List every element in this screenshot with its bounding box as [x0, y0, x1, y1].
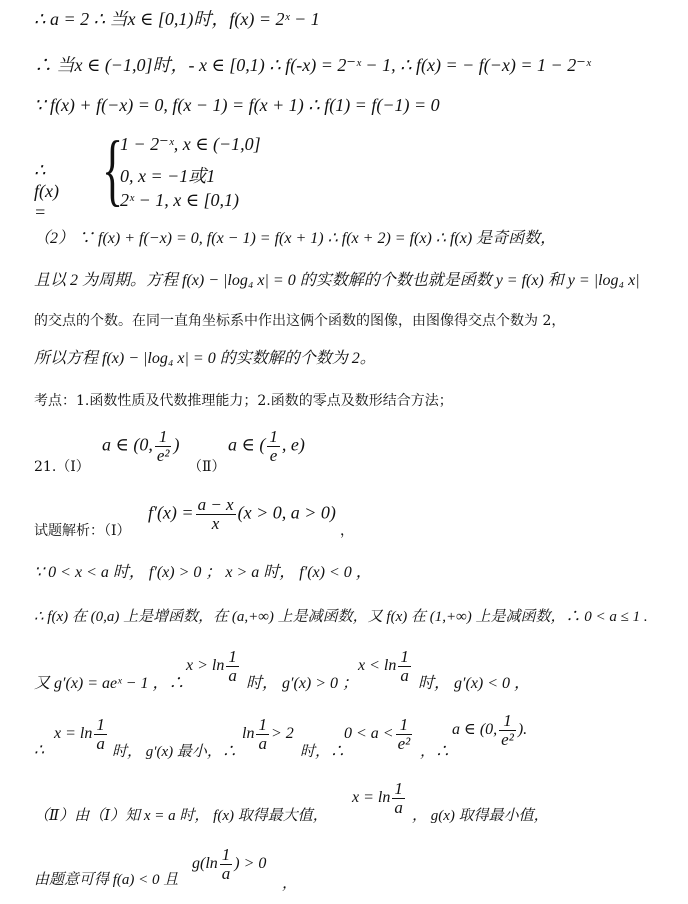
min-frac1-den: a — [96, 734, 105, 753]
q21-frac2-den: e — [267, 446, 280, 465]
part2-lead: （Ⅱ）由（Ⅰ）知 x = a 时， f(x) 取得最大值， — [34, 808, 328, 824]
line-negative-interval: ∴ 当x ∈ (−1,0]时，- x ∈ [0,1) ∴ f(-x) = 2⁻ˣ − 1, ∴ f(x) = − f(−x) = 1 − 2⁻ˣ — [34, 55, 591, 75]
deriv-lhs: f′(x) = — [148, 502, 194, 523]
min-final-close: ) — [517, 721, 524, 739]
derivative-formula — [148, 496, 336, 533]
g-x-less — [358, 648, 413, 685]
last-close: ) > 0 — [234, 855, 267, 873]
q21-a1-close: ) — [173, 434, 180, 455]
line-part-2: （2） ∵ f(x) + f(−x) = 0, f(x − 1) = f(x + 1) ∴ f(x + 2) = f(x) ∴ f(x) 是奇函数， — [34, 230, 557, 247]
min-when-2: 时，∴ — [300, 744, 346, 760]
last-lead: 由题意可得 f(a) < 0 且 — [34, 872, 179, 888]
min-frac2-den: a — [258, 734, 267, 753]
last-frac-num: 1 — [221, 845, 231, 864]
min-frac1-num: 1 — [96, 715, 105, 734]
line-key-points: 考点：1.函数性质及代数推理能力；2.函数的零点及数形结合方法； — [34, 393, 453, 409]
line-a-equals-2: ∴ a = 2 ∴ 当x ∈ [0,1)时，f(x) = 2ˣ − 1 — [34, 9, 320, 29]
q21-frac1-num: 1 — [158, 427, 168, 446]
part2-frac — [392, 780, 405, 817]
q21-answer-2 — [228, 428, 305, 465]
min-range — [344, 716, 414, 753]
min-frac2-num: 1 — [258, 715, 267, 734]
g-frac2-den: a — [400, 666, 409, 685]
q21-frac2-num: 1 — [269, 427, 278, 446]
min-frac-3 — [396, 716, 413, 753]
g-x-gt-text: x > ln — [186, 657, 225, 675]
piecewise-label: ∴ f(x) = — [34, 160, 59, 222]
g-lead: 又 g′(x) = aeˣ − 1 ，∴ — [34, 675, 185, 692]
solution-label: 试题解析：（Ⅰ） — [34, 523, 131, 539]
min-end: ，∴ — [420, 744, 451, 760]
piecewise-case-3: 2ˣ − 1, x ∈ [0,1) — [120, 190, 240, 210]
brace-icon: { — [102, 126, 124, 214]
last-comma: ， — [282, 876, 298, 892]
g-frac1-den: a — [228, 666, 237, 685]
line-sign-derivative: ∵ 0 < x < a 时， f′(x) > 0 ； x > a 时， f′(x) < 0 ， — [34, 564, 372, 581]
min-frac3-num: 1 — [399, 715, 409, 734]
min-frac3-den: e² — [397, 734, 411, 753]
q21-a2-close: , e) — [281, 434, 305, 455]
min-gt2-text: > 2 — [270, 725, 294, 743]
q21-frac1-den: e² — [156, 446, 170, 465]
q21-fraction-1 — [155, 428, 172, 465]
g-x-greater — [186, 648, 241, 685]
q21-part-2-label: （Ⅱ） — [188, 459, 226, 475]
g-frac-2 — [398, 648, 411, 685]
q21-fraction-2 — [267, 428, 280, 465]
q21-a2-text: a ∈ ( — [228, 434, 266, 455]
min-when: 时， g′(x) 最小，∴ — [112, 744, 237, 760]
q21-label: 21.（Ⅰ） — [34, 459, 90, 475]
g-frac1-num: 1 — [228, 647, 237, 666]
g-frac2-num: 1 — [400, 647, 409, 666]
q21-answer-1 — [102, 428, 179, 465]
min-ln-gt2 — [242, 716, 294, 753]
part2-frac-den: a — [394, 798, 403, 817]
min-period: . — [523, 721, 528, 739]
min-final-text: a ∈ (0, — [452, 721, 498, 739]
deriv-comma: ， — [340, 523, 354, 539]
piecewise-case-1: 1 − 2⁻ˣ, x ∈ (−1,0] — [120, 134, 261, 154]
line-intersection: 的交点的个数。在同一直角坐标系中作出这俩个函数的图像，由图像得交点个数为 2， — [34, 313, 566, 329]
deriv-fraction — [196, 496, 236, 533]
last-g — [192, 846, 266, 883]
min-frac4-den: e² — [501, 730, 514, 749]
last-frac-den: a — [221, 864, 231, 883]
part2-frac-num: 1 — [394, 779, 403, 798]
min-lead: ∴ — [34, 742, 45, 759]
g-when-2: 时， g′(x) < 0 ， — [418, 675, 531, 692]
deriv-num: a − x — [197, 495, 234, 514]
min-frac4-num: 1 — [503, 711, 512, 730]
deriv-den: x — [196, 514, 236, 533]
deriv-cond: (x > 0, a > 0) — [237, 502, 336, 523]
last-frac — [220, 846, 233, 883]
min-final — [452, 712, 527, 749]
g-frac-1 — [226, 648, 239, 685]
min-frac-2 — [256, 716, 269, 753]
part2-x — [352, 780, 407, 817]
q21-a1-text: a ∈ (0, — [102, 434, 153, 455]
min-range-text: 0 < a < — [344, 725, 394, 743]
part2-x-text: x = ln — [352, 789, 391, 807]
g-when-1: 时， g′(x) > 0 ； — [246, 675, 359, 692]
line-odd-periodic: ∵ f(x) + f(−x) = 0, f(x − 1) = f(x + 1) ∴ f(1) = f(−1) = 0 — [34, 95, 440, 115]
line-monotonicity: ∴ f(x) 在 (0,a) 上是增函数，在 (a,+∞) 上是减函数，又 f(x) 在 (1,+∞) 上是减函数，∴ 0 < a ≤ 1 . — [34, 609, 648, 625]
part2-tail: ， g(x) 取得最小值， — [412, 808, 549, 824]
min-x — [54, 716, 109, 753]
line-period-equation: 且以 2 为周期。方程 f(x) − |log₄ x| = 0 的实数解的个数也就是函数 y = f(x) 和 y = |log₄ x| — [34, 272, 640, 289]
min-x-text: x = ln — [54, 725, 93, 743]
min-ln-text: ln — [242, 725, 255, 743]
g-x-lt-text: x < ln — [358, 657, 397, 675]
line-solution-count: 所以方程 f(x) − |log₄ x| = 0 的实数解的个数为 2。 — [34, 350, 376, 367]
min-frac-1 — [94, 716, 107, 753]
last-g-text: g(ln — [192, 855, 218, 873]
min-frac-4 — [499, 712, 516, 749]
piecewise-case-2: 0, x = −1或1 — [120, 166, 216, 186]
